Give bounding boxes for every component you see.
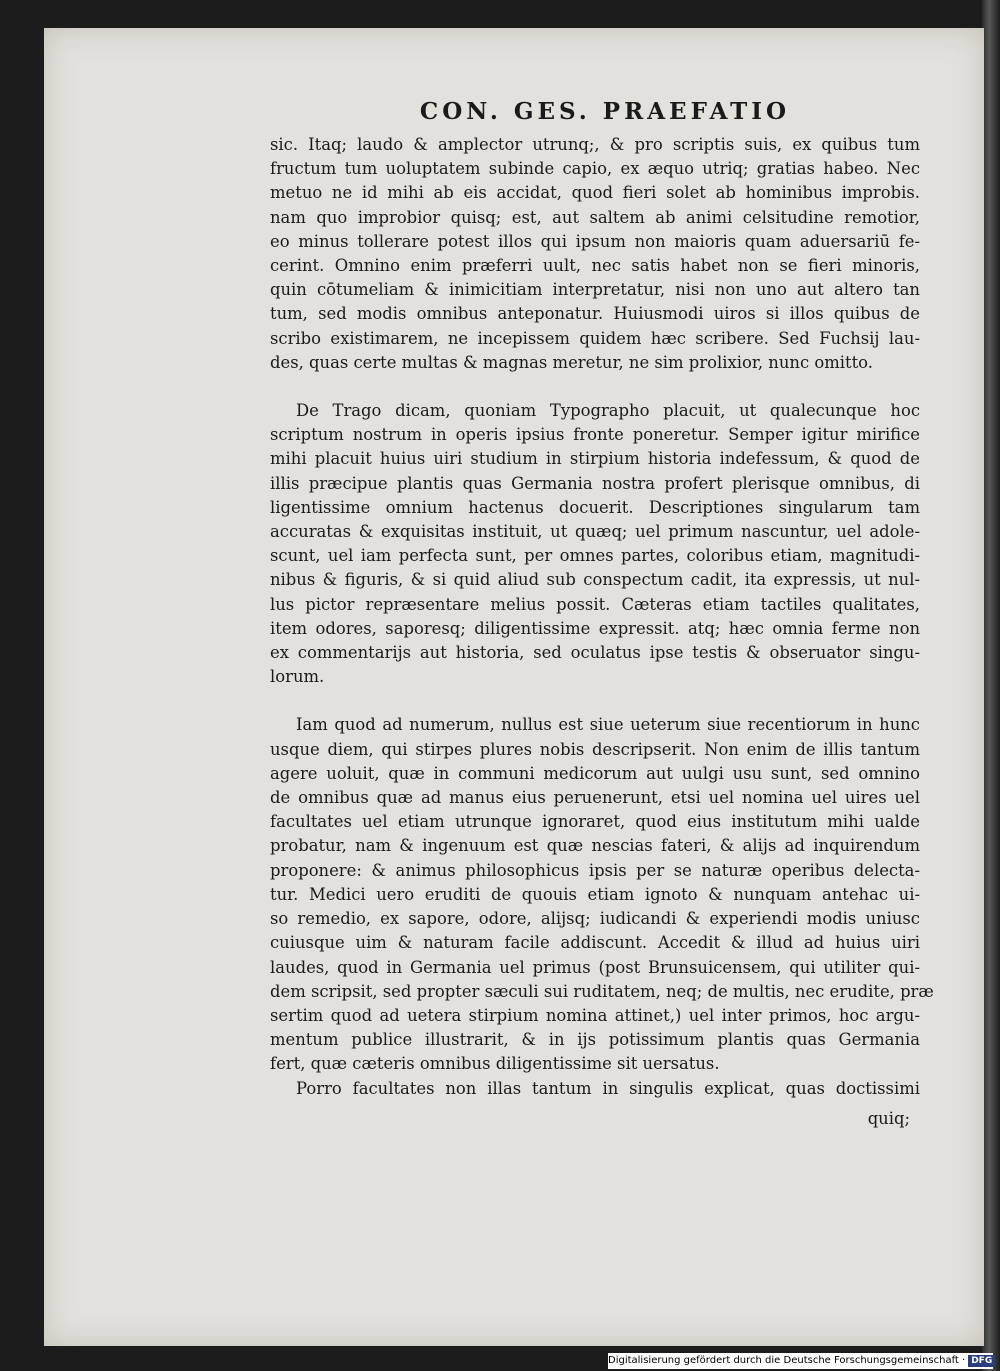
text-line: accuratas & exquisitas instituit, ut quæq; uel primum nascuntur, uel adole-	[270, 522, 920, 542]
dfg-logo: DFG	[968, 1355, 995, 1367]
text-line: Iam quod ad numerum, nullus est siue ueterum siue recentiorum in hunc	[296, 715, 920, 735]
text-block	[270, 88, 934, 1131]
book-page	[44, 28, 984, 1346]
text-line: usque diem, qui stirpes plures nobis descripserit. Non enim de illis tantum	[270, 739, 920, 759]
text-line: de omnibus quæ ad manus eius peruenerunt, etsi uel nomina uel uires uel	[270, 788, 920, 808]
text-line: nam quo improbior quisq; est, aut saltem ab animi celsitudine remotior,	[270, 207, 920, 227]
text-line: mihi placuit huius uiri studium in stirpium historia indefessum, & quod de	[270, 449, 920, 469]
text-line: facultates uel etiam utrunque ignoraret, quod eius institutum mihi ualde	[270, 812, 920, 832]
book-spine-edge	[982, 0, 1000, 1371]
text-line: des, quas certe multas & magnas meretur, ne sim prolixior, nunc omitto.	[270, 352, 873, 372]
text-line: dem scripsit, sed propter sæculi sui ruditatem, neq; de multis, nec erudite, præ	[270, 981, 934, 1001]
text-line: quin cōtumeliam & inimicitiam interpretatur, nisi non uno aut altero tan	[270, 280, 920, 300]
catchword: quiq;	[867, 1108, 910, 1128]
text-line: sic. Itaq; laudo & amplector utrunq;, & pro scriptis suis, ex quibus tum	[270, 135, 920, 154]
text-line: scribo existimarem, ne incepissem quidem hæc scribere. Sed Fuchsij lau-	[270, 328, 920, 348]
text-line: lorum.	[270, 667, 325, 687]
text-line: fert, quæ cæteris omnibus diligentissime sit uersatus.	[270, 1054, 720, 1074]
text-line: laudes, quod in Germania uel primus (post Brunsuicensem, qui utiliter qui-	[270, 957, 920, 977]
paragraph-gap	[270, 375, 920, 399]
text-line: nibus & figuris, & si quid aliud sub conspectum cadit, ita expressis, ut nul-	[270, 570, 920, 590]
paragraph-1	[270, 133, 920, 375]
text-line: cerint. Omnino enim præferri uult, nec satis habet non se fieri minoris,	[270, 256, 920, 276]
paragraph-3	[270, 713, 934, 1076]
text-line: De Trago dicam, quoniam Typographo placuit, ut qualecunque hoc	[296, 401, 920, 421]
text-line: tur. Medici uero eruditi de quouis etiam ignoto & nunquam antehac ui-	[270, 884, 920, 904]
text-line: scriptum nostrum in operis ipsius fronte poneretur. Semper igitur mirifice	[270, 425, 920, 445]
text-line: probatur, nam & ingenuum est quæ nescias fateri, & alijs ad inquirendum	[270, 836, 920, 856]
text-line: so remedio, ex sapore, odore, alijsq; iudicandi & experiendi modis uniusc	[270, 909, 920, 929]
text-line: eo minus tollerare potest illos qui ipsum non maioris quam aduersariū fe-	[270, 231, 920, 251]
digitization-footer	[608, 1353, 993, 1369]
footer-text: Digitalisierung gefördert durch die Deutsche Forschungsgemeinschaft ·	[608, 1355, 966, 1366]
text-line: scunt, uel iam perfecta sunt, per omnes partes, coloribus etiam, magnitudi-	[270, 546, 920, 566]
text-line: lus pictor repræsentare melius possit. Cæteras etiam tactiles qualitates,	[270, 594, 920, 614]
text-line: item odores, saporesq; diligentissime expressit. atq; hæc omnia ferme non	[270, 618, 920, 638]
text-line: tum, sed modis omnibus anteponatur. Huiusmodi uiros si illos quibus de	[270, 304, 920, 324]
text-line: mentum publice illustrarit, & in ijs potissimum plantis quas Germania	[270, 1030, 920, 1050]
text-line: illis præcipue plantis quas Germania nostra profert plerisque omnibus, di	[270, 473, 920, 493]
text-line: Porro facultates non illas tantum in singulis explicat, quas doctissimi	[296, 1078, 920, 1098]
text-line: cuiusque uim & naturam facile addiscunt. Accedit & illud ad huius uiri	[270, 933, 920, 953]
text-line: proponere: & animus philosophicus ipsis per se naturæ operibus delecta-	[270, 860, 920, 880]
text-line: fructum tum uoluptatem subinde capio, ex æquo utriq; gratias habeo. Nec	[270, 159, 920, 179]
running-head: CON. GES. PRAEFATIO	[419, 98, 791, 125]
text-line: agere uoluit, quæ in communi medicorum aut uulgi usu sunt, sed omnino	[270, 763, 920, 783]
text-line: metuo ne id mihi ab eis accidat, quod fieri solet ab hominibus improbis.	[270, 183, 920, 203]
paragraph-gap	[270, 689, 920, 713]
paragraph-2	[270, 399, 920, 689]
text-line: ligentissime omnium hactenus docuerit. Descriptiones singularum tam	[270, 497, 920, 517]
text-line: sertim quod ad uetera stirpium nomina attinet,) uel inter primos, hoc argu-	[270, 1005, 920, 1025]
paragraph-4	[270, 1077, 920, 1101]
text-line: ex commentarijs aut historia, sed oculatus ipse testis & obseruator singu-	[270, 643, 920, 663]
